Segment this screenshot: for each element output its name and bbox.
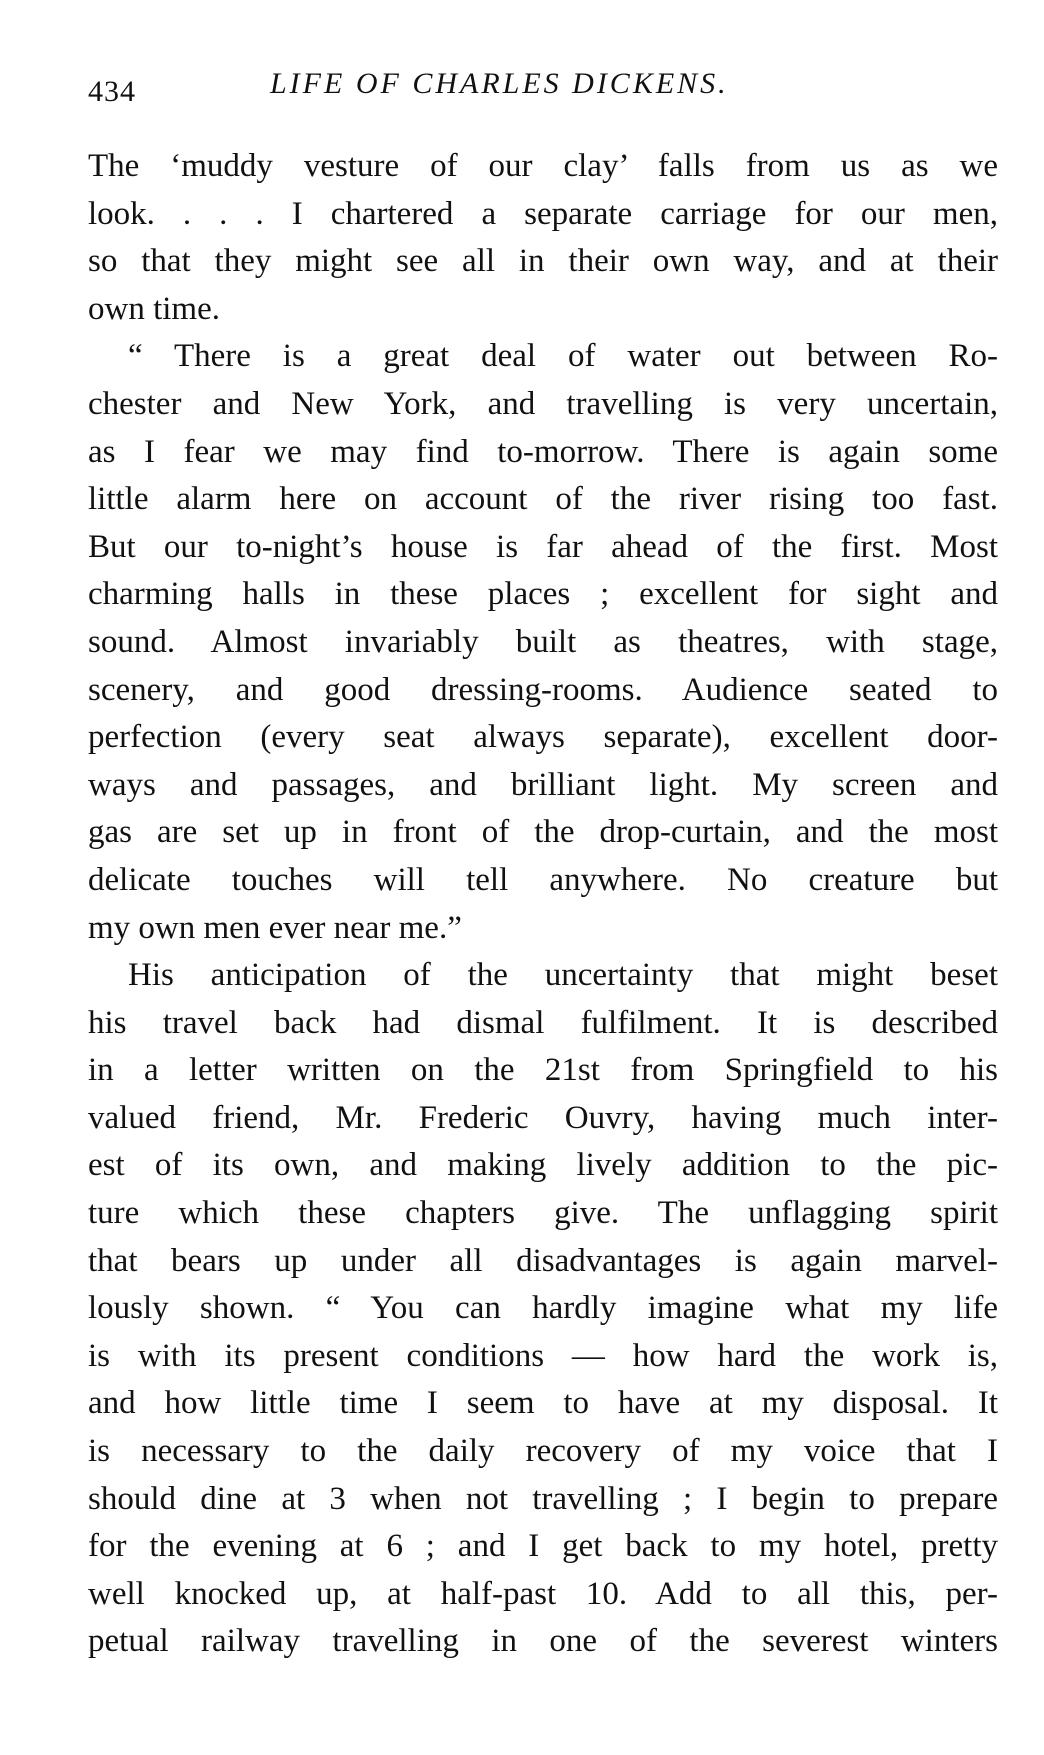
text-line: But our to-night’s house is far ahead of the first. Most [88, 528, 998, 565]
text-line: petual railway travelling in one of the severest winters [88, 1623, 998, 1660]
text-line: est of its own, and making lively addition to the pic- [88, 1147, 998, 1184]
text-line: sound. Almost invariably built as theatres, with stage, [88, 623, 998, 660]
book-page [88, 55, 998, 1666]
text-line: lously shown. “ You can hardly imagine what my life [88, 1290, 998, 1327]
text-line: in a letter written on the 21st from Springfield to his [88, 1052, 998, 1089]
running-head [88, 55, 998, 115]
text-line: His anticipation of the uncertainty that might beset [128, 957, 998, 994]
text-line: that bears up under all disadvantages is again marvel- [88, 1242, 998, 1279]
running-title: LIFE OF CHARLES DICKENS. [270, 67, 729, 100]
text-line: as I fear we may find to-morrow. There is again some [88, 433, 998, 470]
text-line: and how little time I seem to have at my disposal. It [88, 1385, 998, 1422]
text-line: my own men ever near me.” [88, 909, 462, 946]
text-line: gas are set up in front of the drop-curtain, and the most [88, 814, 998, 851]
text-line: for the evening at 6 ; and I get back to my hotel, pretty [88, 1528, 998, 1565]
text-line: ture which these chapters give. The unflagging spirit [88, 1195, 998, 1232]
text-line: look. . . . I chartered a separate carriage for our men, [88, 195, 998, 232]
text-line: charming halls in these places ; excellent for sight and [88, 576, 998, 613]
text-line: perfection (every seat always separate), excellent door- [88, 719, 998, 756]
page-number: 434 [88, 75, 136, 108]
text-line: well knocked up, at half-past 10. Add to all this, per- [88, 1575, 998, 1612]
text-line: little alarm here on account of the river rising too fast. [88, 481, 998, 518]
text-line: is necessary to the daily recovery of my voice that I [88, 1433, 998, 1470]
text-line: The ‘muddy vesture of our clay’ falls from us as we [88, 148, 998, 184]
text-line: so that they might see all in their own way, and at their [88, 243, 998, 280]
text-line: own time. [88, 290, 220, 327]
text-line: delicate touches will tell anywhere. No creature but [88, 861, 998, 898]
text-line: his travel back had dismal fulfilment. It is described [88, 1004, 998, 1041]
text-line: ways and passages, and brilliant light. My screen and [88, 766, 998, 803]
text-line: scenery, and good dressing-rooms. Audience seated to [88, 671, 998, 708]
text-line: should dine at 3 when not travelling ; I begin to prepare [88, 1480, 998, 1517]
text-line: chester and New York, and travelling is very uncertain, [88, 385, 998, 422]
text-line: valued friend, Mr. Frederic Ouvry, having much inter- [88, 1099, 998, 1136]
text-line: is with its present conditions — how hard the work is, [88, 1337, 998, 1374]
body-text [88, 143, 998, 1666]
text-line: “ There is a great deal of water out between Ro- [128, 338, 998, 375]
